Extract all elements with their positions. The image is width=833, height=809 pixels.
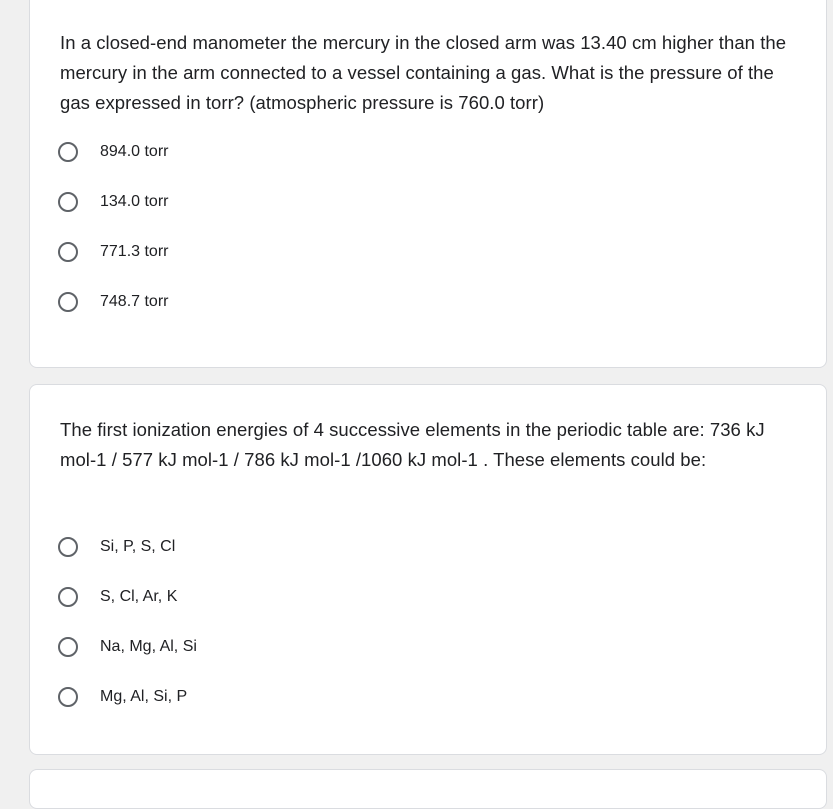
option-na-mg-al-si[interactable] [58,636,197,686]
options-group-2 [58,536,197,736]
option-label: 134.0 torr [100,193,169,210]
option-label: S, Cl, Ar, K [100,588,178,605]
radio-button-icon[interactable] [58,637,78,657]
options-group-1 [58,141,168,341]
radio-button-icon[interactable] [58,242,78,262]
option-134-torr[interactable] [58,191,168,241]
option-label: 894.0 torr [100,143,169,160]
option-label: 771.3 torr [100,243,169,260]
question-text-2: The first ionization energies of 4 successive elements in the periodic table are: 736 kJ mol-1 / 577 kJ mol-1 / 786 kJ mol-1 /1060 kJ mol-1 . These elements could be: [60,419,765,470]
option-s-cl-ar-k[interactable] [58,586,197,636]
option-mg-al-si-p[interactable] [58,686,197,736]
radio-button-icon[interactable] [58,587,78,607]
option-label: Na, Mg, Al, Si [100,638,197,655]
option-label: Mg, Al, Si, P [100,688,188,705]
radio-button-icon[interactable] [58,537,78,557]
radio-button-icon[interactable] [58,142,78,162]
option-771-3-torr[interactable] [58,241,168,291]
option-label: Si, P, S, Cl [100,538,176,555]
radio-button-icon[interactable] [58,292,78,312]
question-text-1: In a closed-end manometer the mercury in the closed arm was 13.40 cm higher than the mercury in the arm connected to a vessel containing a gas. What is the pressure of the gas expressed in torr? (atmospheric pressure is 760.0 torr) [60,32,787,113]
option-label: 748.7 torr [100,293,169,310]
question-card-1 [29,0,827,368]
radio-button-icon[interactable] [58,192,78,212]
option-894-torr[interactable] [58,141,168,191]
radio-button-icon[interactable] [58,687,78,707]
question-card-3-partial [29,769,827,809]
option-si-p-s-cl[interactable] [58,536,197,586]
question-card-2 [29,384,827,755]
option-748-7-torr[interactable] [58,291,168,341]
